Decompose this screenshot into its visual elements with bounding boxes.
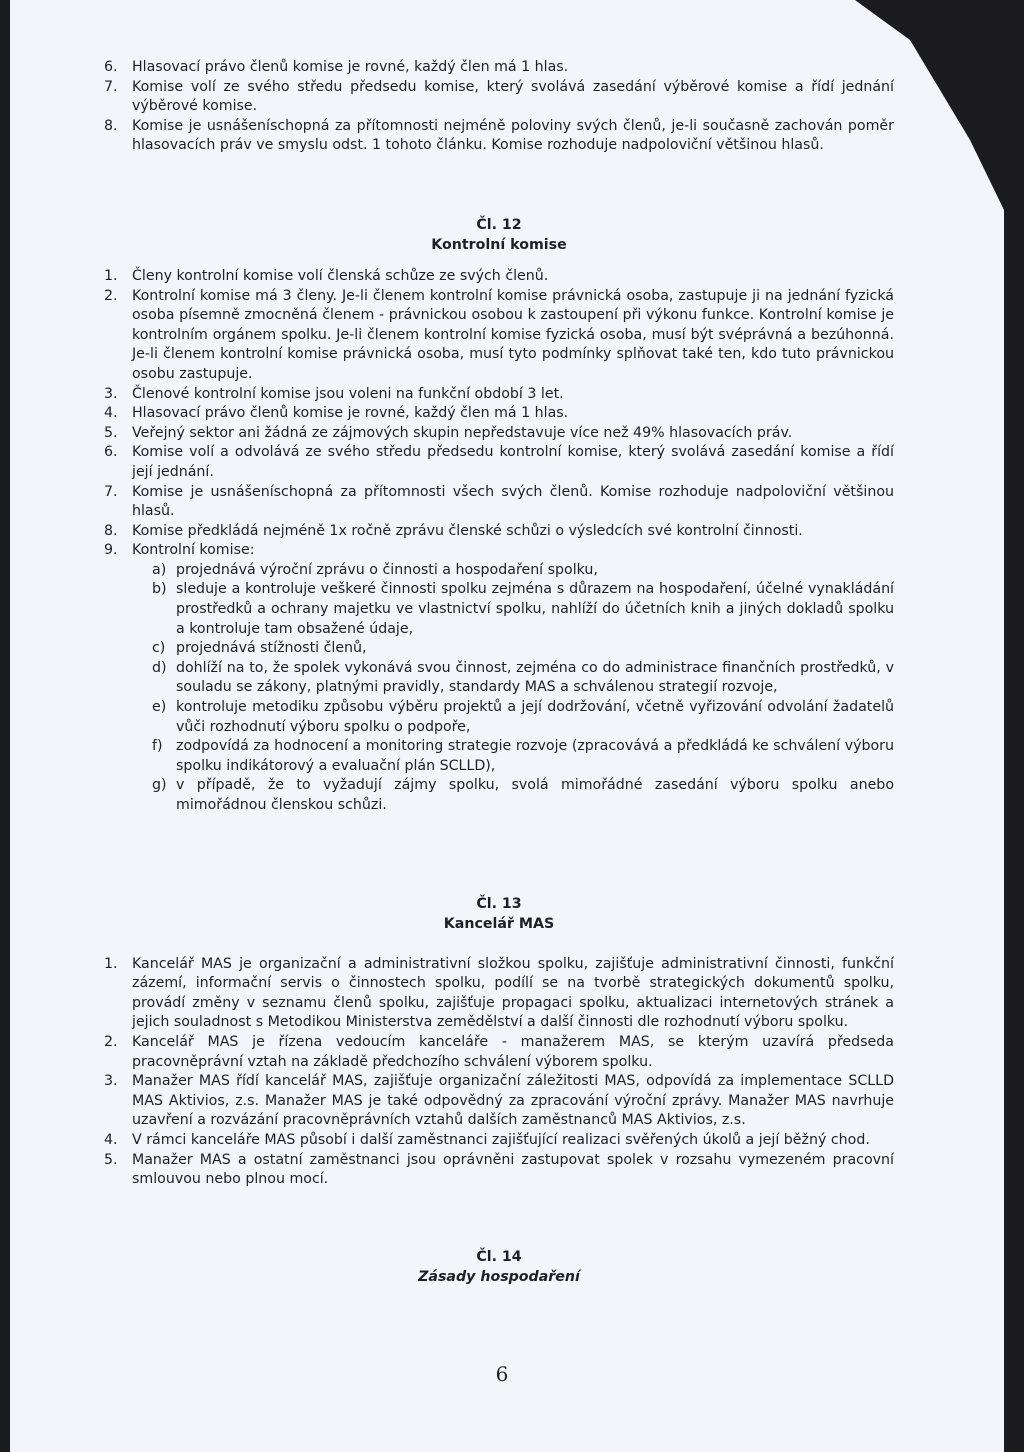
item-text: Komise je usnášeníschopná za přítomnosti nejméně poloviny svých členů, je-li současně zachován poměr hlasovacích práv ve smyslu odst. 1 tohoto článku. Komise rozhoduje nadpoloviční většinou hlasů. (132, 117, 894, 154)
sub-item (152, 737, 894, 776)
sub-item (152, 639, 894, 659)
item-text: Kancelář MAS je organizační a administrativní složkou spolku, zajišťuje administrativní činnosti, funkční zázemí, informační servis o činnostech spolku, podílí se na tvorbě strategických dokumentů spolku, provádí změny v seznamu členů spolku, zajišťuje propagaci spolku, aktualizaci internetových stránek a jejich souladnost s Metodikou Ministerstva zemědělství a další činnosti dle rozhodnutí výboru spolku. (132, 955, 894, 1031)
sub-item (152, 561, 894, 581)
item-number: 5. (104, 424, 118, 441)
list-item (104, 1131, 894, 1151)
sub-item-text: projednává výroční zprávu o činnosti a hospodaření spolku, (176, 561, 598, 578)
list-item (104, 1151, 894, 1190)
sub-item-label: b) (152, 581, 167, 598)
sub-item-text: v případě, že to vyžadují zájmy spolku, svolá mimořádné zasedání výboru spolku anebo mimořádnou členskou schůzi. (176, 777, 894, 813)
document-body (104, 58, 894, 1287)
item-number: 3. (104, 385, 118, 402)
sub-item (152, 659, 894, 698)
sub-item-label: a) (152, 561, 167, 578)
item-text: Manažer MAS a ostatní zaměstnanci jsou oprávněni zastupovat spolek v rozsahu vymezeném pracovní smlouvou nebo plnou mocí. (132, 1151, 894, 1188)
sub-item-text: zodpovídá za hodnocení a monitoring strategie rozvoje (zpracovává a předkládá ke schválení výboru spolku indikátorový a evaluační plán SCLLD), (176, 738, 894, 774)
list-item (104, 522, 894, 542)
item-number: 5. (104, 1151, 118, 1168)
sub-item-text: dohlíží na to, že spolek vykonává svou činnost, zejména co do administrace finančních prostředků, v souladu se zákony, platnými pravidly, standardy MAS a schválenou strategií rozvoje, (176, 659, 894, 696)
article-14-title: Zásady hospodaření (418, 1268, 580, 1285)
list-item (104, 267, 894, 287)
sub-item-text: sleduje a kontroluje veškeré činnosti spolku zejména s důrazem na hospodaření, účelné vynakládání prostředků a ochrany majetku ve vlastnictví spolku, nahlíží do účetních knih a jiných dokladů spolku a kontroluje tam obsažené údaje, (176, 581, 894, 637)
intro-list (104, 58, 894, 156)
item-text: Veřejný sektor ani žádná ze zájmových skupin nepředstavuje více než 49% hlasovacích práv. (132, 424, 793, 441)
list-item (104, 287, 894, 385)
sub-item (152, 776, 894, 815)
item-text: Kontrolní komise: (132, 542, 255, 559)
item-number: 9. (104, 542, 118, 559)
item-number: 4. (104, 1131, 118, 1148)
article-13-number: Čl. 13 (476, 895, 522, 912)
item-number: 8. (104, 522, 118, 539)
item-number: 2. (104, 1033, 118, 1050)
article-12-number: Čl. 12 (476, 216, 522, 233)
item-number: 4. (104, 405, 118, 422)
list-item (104, 385, 894, 405)
item-number: 6. (104, 444, 118, 461)
list-item (104, 117, 894, 156)
list-item (104, 443, 894, 482)
article-13-list (104, 955, 894, 1190)
item-text: Kancelář MAS je řízena vedoucím kanceláře - manažerem MAS, se kterým uzavírá předseda pracovněprávní vztah na základě předchozího schválení výborem spolku. (132, 1033, 894, 1070)
item-number: 8. (104, 117, 118, 134)
list-item (104, 78, 894, 117)
article-12-list (104, 267, 894, 816)
item-text: Komise předkládá nejméně 1x ročně zprávu členské schůzi o výsledcích své kontrolní činnosti. (132, 522, 803, 539)
item-text: Komise volí a odvolává ze svého středu předsedu kontrolní komise, který svolává zasedání komise a řídí její jednání. (132, 444, 894, 480)
sub-item (152, 698, 894, 737)
sub-item-label: g) (152, 777, 167, 794)
item-text: Členové kontrolní komise jsou voleni na funkční období 3 let. (132, 385, 564, 402)
list-item (104, 58, 894, 78)
sub-item-label: e) (152, 699, 167, 716)
item-number: 1. (104, 955, 118, 972)
list-item (104, 541, 894, 561)
item-text: Hlasovací právo členů komise je rovné, každý člen má 1 hlas. (132, 405, 569, 422)
sub-item (152, 580, 894, 639)
item-text: V rámci kanceláře MAS působí i další zaměstnanci zajišťující realizaci svěřených úkolů a její běžný chod. (132, 1131, 870, 1148)
item-number: 3. (104, 1073, 118, 1090)
item-text: Manažer MAS řídí kancelář MAS, zajišťuje organizační záležitosti MAS, odpovídá za implementace SCLLD MAS Aktivios, z.s. Manažer MAS je také odpovědný za zpracování výroční zprávy. Manažer MAS navrhuje uzavření a rozvázání pracovněprávních vztahů dalších zaměstnanců MAS Aktivios, z.s. (132, 1073, 894, 1129)
sub-item-label: d) (152, 659, 167, 676)
item-number: 2. (104, 287, 118, 304)
article-14-number: Čl. 14 (476, 1248, 522, 1265)
list-item (104, 404, 894, 424)
list-item (104, 1072, 894, 1131)
list-item (104, 1033, 894, 1072)
list-item (104, 424, 894, 444)
sub-item-text: projednává stížnosti členů, (176, 640, 367, 657)
page-number: 6 (495, 1362, 509, 1386)
item-text: Členy kontrolní komise volí členská schůze ze svých členů. (132, 267, 549, 284)
sub-item-label: c) (152, 640, 166, 657)
item-text: Hlasovací právo členů komise je rovné, každý člen má 1 hlas. (132, 59, 569, 75)
item-text: Komise je usnášeníschopná za přítomnosti všech svých členů. Komise rozhoduje nadpoloviční většinou hlasů. (132, 483, 894, 520)
sub-item-text: kontroluje metodiku způsobu výběru projektů a její dodržování, včetně vyřizování odvolání žadatelů vůči rozhodnutí výboru spolku o podpoře, (176, 699, 894, 735)
item-text: Komise volí ze svého středu předsedu komise, který svolává zasedání výběrové komise a řídí jednání výběrové komise. (132, 78, 894, 115)
list-item (104, 483, 894, 522)
article-12-title: Kontrolní komise (431, 236, 567, 253)
item-number: 7. (104, 78, 118, 95)
item-number: 6. (104, 59, 118, 75)
article-13-title: Kancelář MAS (443, 915, 555, 932)
sub-item-label: f) (152, 738, 163, 755)
item-number: 1. (104, 267, 118, 284)
item-number: 7. (104, 483, 118, 500)
item-text: Kontrolní komise má 3 členy. Je-li členem kontrolní komise právnická osoba, zastupuje ji na jednání fyzická osoba písemně zmocněná členem - právnickou osobou k zastoupení při výkonu funkce. Kontrolní komise je kontrolním orgánem spolku. Je-li členem kontrolní komise fyzická osoba, musí být svéprávná a bezúhonná. Je-li členem kontrolní komise právnická osoba, musí tyto podmínky splňovat také ten, kdo tuto právnickou osobu zastupuje. (132, 287, 894, 382)
list-item (104, 955, 894, 1033)
